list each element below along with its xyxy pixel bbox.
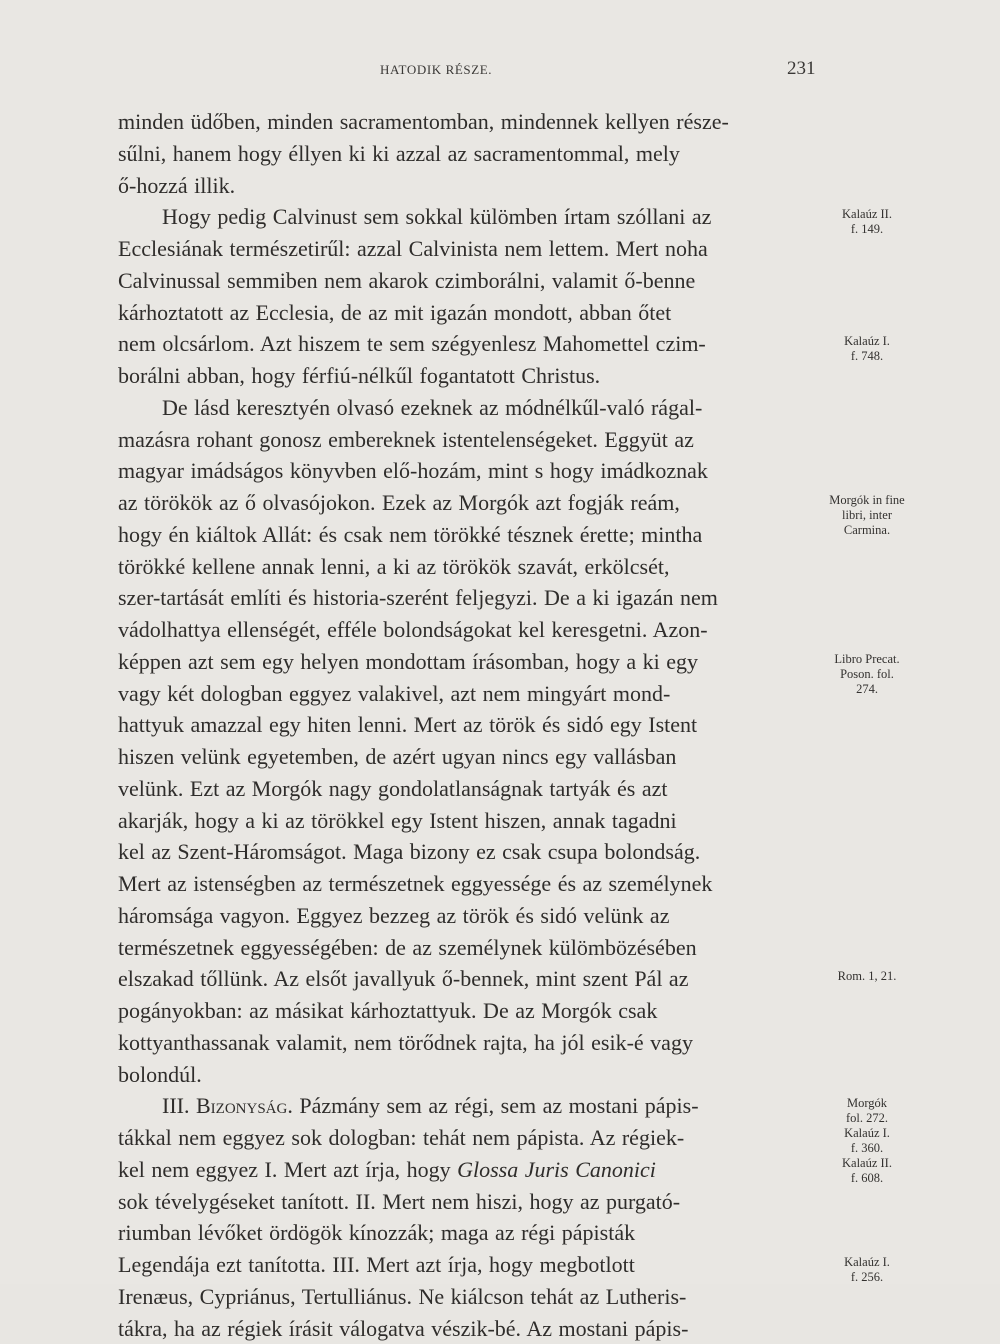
text-line: [118, 741, 810, 773]
line-text: kottyanthassanak valamit, nem törődnek rajta, ha jól esik-é vagy: [118, 1030, 693, 1055]
text-line: [118, 805, 810, 837]
line-text: Pázmány sem az régi, sem az mostani pápis-: [293, 1093, 699, 1118]
text-line: [118, 424, 810, 456]
margin-note-line: Poson. fol.: [812, 667, 922, 682]
section-heading: Bizonyság.: [196, 1093, 293, 1118]
margin-note: [812, 207, 922, 237]
margin-note-line: Carmina.: [812, 523, 922, 538]
page-number: 231: [787, 58, 816, 80]
margin-note-line: Libro Precat.: [812, 652, 922, 667]
text-line: [118, 201, 810, 233]
line-text: mazásra rohant gonosz embereknek istentelenségeket. Eggyüt az: [118, 427, 694, 452]
line-text: hogy én kiáltok Allát: és csak nem törökké tésznek érette; mintha: [118, 522, 702, 547]
line-text: vagy két dologban eggyez valakivel, azt nem mingyárt mond-: [118, 681, 670, 706]
margin-note: [812, 334, 922, 364]
line-text: kárhoztatott az Ecclesia, de az mit igazán mondott, abban őtet: [118, 300, 671, 325]
running-title: HATODIK RÉSZE.: [380, 62, 492, 78]
margin-note: [812, 1255, 922, 1285]
line-text: sűlni, hanem hogy éllyen ki ki azzal az sacramentommal, mely: [118, 141, 680, 166]
text-line: [118, 868, 810, 900]
margin-note: [812, 969, 922, 984]
line-text: nem olcsárlom. Azt hiszem te sem szégyenlesz Mahomettel czim-: [118, 331, 706, 356]
margin-note-line: Morgók: [812, 1096, 922, 1111]
line-text: képpen azt sem egy helyen mondottam írásomban, hogy a ki egy: [118, 649, 698, 674]
line-text: háromsága vagyon. Eggyez bezzeg az török és sidó velünk az: [118, 903, 669, 928]
margin-note-line: Kalaúz I.: [812, 1255, 922, 1270]
line-text: tákra, ha az régiek írásit válogatva vészik-bé. Az mostani pápis-: [118, 1316, 688, 1341]
line-text: kel az Szent-Háromságot. Maga bizony ez csak csupa bolondság.: [118, 839, 700, 864]
line-text: Irenæus, Cypriánus, Tertulliánus. Ne kiálcson tehát az Lutheris-: [118, 1284, 686, 1309]
text-line: [118, 773, 810, 805]
line-text: vádolhattya ellenségét, efféle bolondságokat kel keresgetni. Azon-: [118, 617, 708, 642]
line-text: tákkal nem eggyez sok dologban: tehát nem pápista. Az régiek-: [118, 1125, 684, 1150]
margin-note-line: Kalaúz I.: [812, 1126, 922, 1141]
text-line: [118, 297, 810, 329]
line-text: minden üdőben, minden sacramentomban, mindennek kellyen része-: [118, 109, 729, 134]
line-text: hattyuk amazzal egy hiten lenni. Mert az török és sidó egy Istent: [118, 712, 697, 737]
line-text: riumban lévőket ördögök kínozzák; maga az régi pápisták: [118, 1220, 635, 1245]
text-line: [118, 265, 810, 297]
text-line: [118, 1249, 810, 1281]
text-line: [118, 900, 810, 932]
margin-note: [812, 652, 922, 697]
line-text: Legendája ezt tanította. III. Mert azt írja, hogy megbotlott: [118, 1252, 635, 1277]
line-text: szer-tartását említi és historia-szerént feljegyzi. De a ki igazán nem: [118, 585, 718, 610]
line-text: velünk. Ezt az Morgók nagy gondolatlanságnak tartyák és azt: [118, 776, 667, 801]
line-text: borálni abban, hogy férfiú-nélkűl fogantatott Christus.: [118, 363, 600, 388]
margin-note-line: f. 748.: [812, 349, 922, 364]
line-text: Calvinussal semmiben nem akarok czimborálni, valamit ő-benne: [118, 268, 695, 293]
text-line: [118, 582, 810, 614]
text-line: [118, 328, 810, 360]
text-line: [118, 551, 810, 583]
text-line: [118, 709, 810, 741]
margin-note-line: Morgók in fine: [812, 493, 922, 508]
text-line: [118, 455, 810, 487]
line-text: törökké kellene annak lenni, a ki az törökök szavát, erkölcsét,: [118, 554, 669, 579]
margin-note-line: Rom. 1, 21.: [812, 969, 922, 984]
line-text: Hogy pedig Calvinust sem sokkal külömben írtam szóllani az: [162, 204, 711, 229]
line-text: akarják, hogy a ki az törökkel egy Istent hiszen, annak tagadni: [118, 808, 677, 833]
text-line: [118, 1186, 810, 1218]
text-line: [118, 1090, 810, 1122]
margin-note-line: libri, inter: [812, 508, 922, 523]
margin-note-line: fol. 272.: [812, 1111, 922, 1126]
text-line: [118, 1122, 810, 1154]
margin-note-line: Kalaúz I.: [812, 334, 922, 349]
text-line: [118, 170, 810, 202]
margin-note-line: 274.: [812, 682, 922, 697]
italic-title: Glossa Juris Canonici: [457, 1157, 656, 1182]
text-line: [118, 1154, 810, 1186]
margin-note: [812, 493, 922, 538]
margin-note-line: f. 149.: [812, 222, 922, 237]
text-line: [118, 995, 810, 1027]
text-line: [118, 106, 810, 138]
text-line: [118, 1059, 810, 1091]
text-line: [118, 519, 810, 551]
text-line: [118, 1027, 810, 1059]
margin-note-line: f. 608.: [812, 1171, 922, 1186]
text-line: [118, 836, 810, 868]
text-line: [118, 932, 810, 964]
line-text: elszakad tőllünk. Az elsőt javallyuk ő-bennek, mint szent Pál az: [118, 966, 688, 991]
text-line: [118, 1217, 810, 1249]
text-line: [118, 963, 810, 995]
line-text: sok tévelygéseket tanított. II. Mert nem hiszi, hogy az purgató-: [118, 1189, 680, 1214]
line-text: kel nem eggyez I. Mert azt írja, hogy: [118, 1157, 457, 1182]
line-text: Mert az istenségben az természetnek eggyessége és az személynek: [118, 871, 712, 896]
text-line: [118, 614, 810, 646]
text-line: [118, 233, 810, 265]
section-number: III.: [162, 1093, 196, 1118]
line-text: bolondúl.: [118, 1062, 202, 1087]
text-line: [118, 138, 810, 170]
margin-note-line: f. 256.: [812, 1270, 922, 1285]
text-line: [118, 487, 810, 519]
text-line: [118, 360, 810, 392]
text-line: [118, 1313, 810, 1344]
text-line: [118, 678, 810, 710]
line-text: az törökök az ő olvasójokon. Ezek az Morgók azt fogják reám,: [118, 490, 680, 515]
line-text: pogányokban: az másikat kárhoztattyuk. De az Morgók csak: [118, 998, 657, 1023]
line-text: hiszen velünk egyetemben, de azért ugyan nincs egy vallásban: [118, 744, 676, 769]
line-text: magyar imádságos könyvben elő-hozám, mint s hogy imádkoznak: [118, 458, 708, 483]
text-line: [118, 1281, 810, 1313]
text-line: [118, 392, 810, 424]
margin-note-line: Kalaúz II.: [812, 1156, 922, 1171]
margin-note-line: Kalaúz II.: [812, 207, 922, 222]
line-text: természetnek eggyességében: de az személynek külömbözésében: [118, 935, 697, 960]
text-line: [118, 646, 810, 678]
line-text: De lásd keresztyén olvasó ezeknek az módnélkűl-való rágal-: [162, 395, 702, 420]
body-text: [118, 106, 810, 1344]
margin-note: [812, 1096, 922, 1186]
line-text: Ecclesiának természetirűl: azzal Calvinista nem lettem. Mert noha: [118, 236, 708, 261]
margin-note-line: f. 360.: [812, 1141, 922, 1156]
line-text: ő-hozzá illik.: [118, 173, 235, 198]
